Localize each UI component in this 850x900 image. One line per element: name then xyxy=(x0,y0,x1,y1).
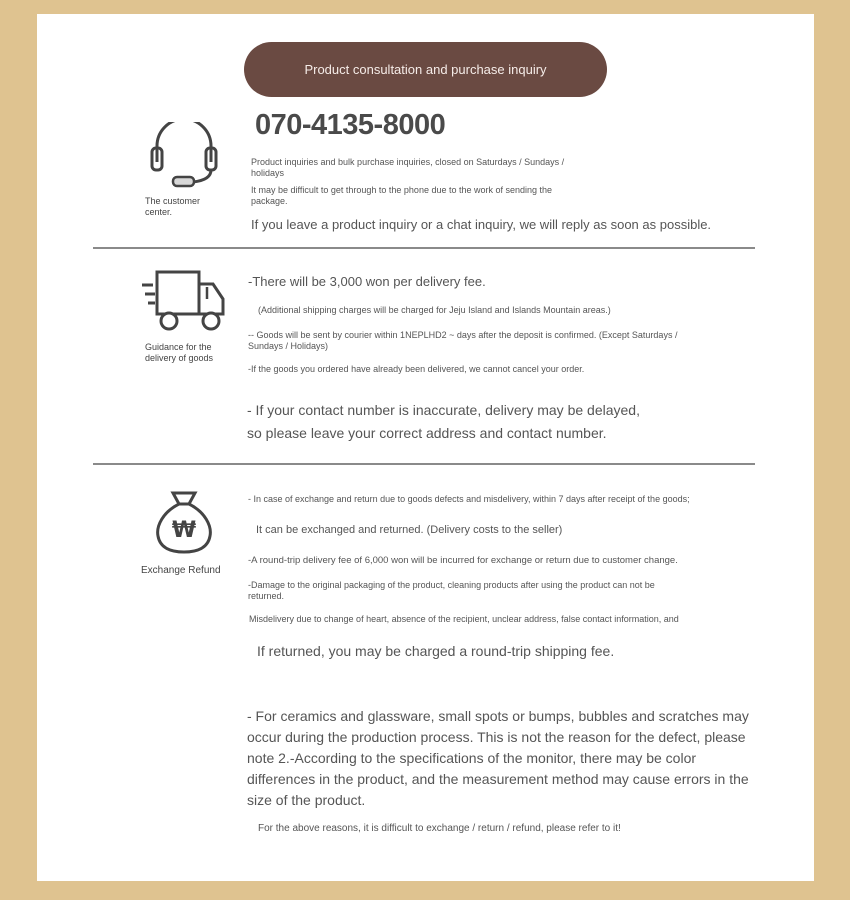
delivery-fee-text: -There will be 3,000 won per delivery fee. xyxy=(248,274,486,289)
exchange-defects-text: - In case of exchange and return due to goods defects and misdelivery, within 7 days after receipt of the goods; xyxy=(248,494,690,504)
section-divider xyxy=(93,247,755,249)
exchange-damage-text: -Damage to the original packaging of the product, cleaning products after using the product can not be returned. xyxy=(248,580,655,601)
section-divider xyxy=(93,463,755,465)
exchange-misdelivery-text: Misdelivery due to change of heart, absence of the recipient, unclear address, false contact information, and xyxy=(249,614,679,624)
exchange-seller-cost-text: It can be exchanged and returned. (Delivery costs to the seller) xyxy=(256,524,563,536)
delivery-extra-text: (Additional shipping charges will be charged for Jeju Island and Islands Mountain areas.) xyxy=(258,305,611,315)
info-card xyxy=(37,14,814,881)
exchange-refer-text: For the above reasons, it is difficult to exchange / return / refund, please refer to it! xyxy=(258,823,621,834)
contact-hours-text: Product inquiries and bulk purchase inquiries, closed on Saturdays / Sundays / holidays xyxy=(251,157,565,178)
inquiry-header-pill: Product consultation and purchase inquiry xyxy=(244,42,607,97)
contact-busy-text: It may be difficult to get through to the phone due to the work of sending the package. xyxy=(251,185,553,206)
customer-center-label: The customer center. xyxy=(145,196,201,217)
exchange-returned-text: If returned, you may be charged a round-trip shipping fee. xyxy=(257,643,615,659)
money-bag-won-icon xyxy=(153,490,215,554)
exchange-round-trip-text: -A round-trip delivery fee of 6,000 won will be incurred for exchange or return due to customer change. xyxy=(248,555,678,566)
delivery-contact-note-text: - If your contact number is inaccurate, delivery may be delayed, so please leave your correct address and contact number. xyxy=(247,402,640,441)
exchange-ceramics-text: - For ceramics and glassware, small spots or bumps, bubbles and scratches may occur during the production process. This is not the reason for the defect, please note 2.-According to the specifications of the monitor, there may be color differences in the product, and the measurement method may cause errors in the size of the product. xyxy=(247,708,749,808)
headset-icon xyxy=(149,122,219,192)
delivery-truck-icon xyxy=(141,269,227,333)
delivery-no-cancel-text: -If the goods you ordered have already been delivered, we cannot cancel your order. xyxy=(248,364,585,374)
delivery-guidance-label: Guidance for the delivery of goods xyxy=(145,342,214,363)
svg-text:₩: ₩ xyxy=(171,518,197,543)
delivery-courier-text: -- Goods will be sent by courier within 1NEPLHD2 ~ days after the deposit is confirmed. (Except Saturdays / Sundays / Holidays) xyxy=(248,330,678,351)
contact-reply-text: If you leave a product inquiry or a chat inquiry, we will reply as soon as possible. xyxy=(251,217,712,232)
phone-number: 070-4135-8000 xyxy=(255,109,446,141)
exchange-refund-label: Exchange Refund xyxy=(141,565,221,576)
